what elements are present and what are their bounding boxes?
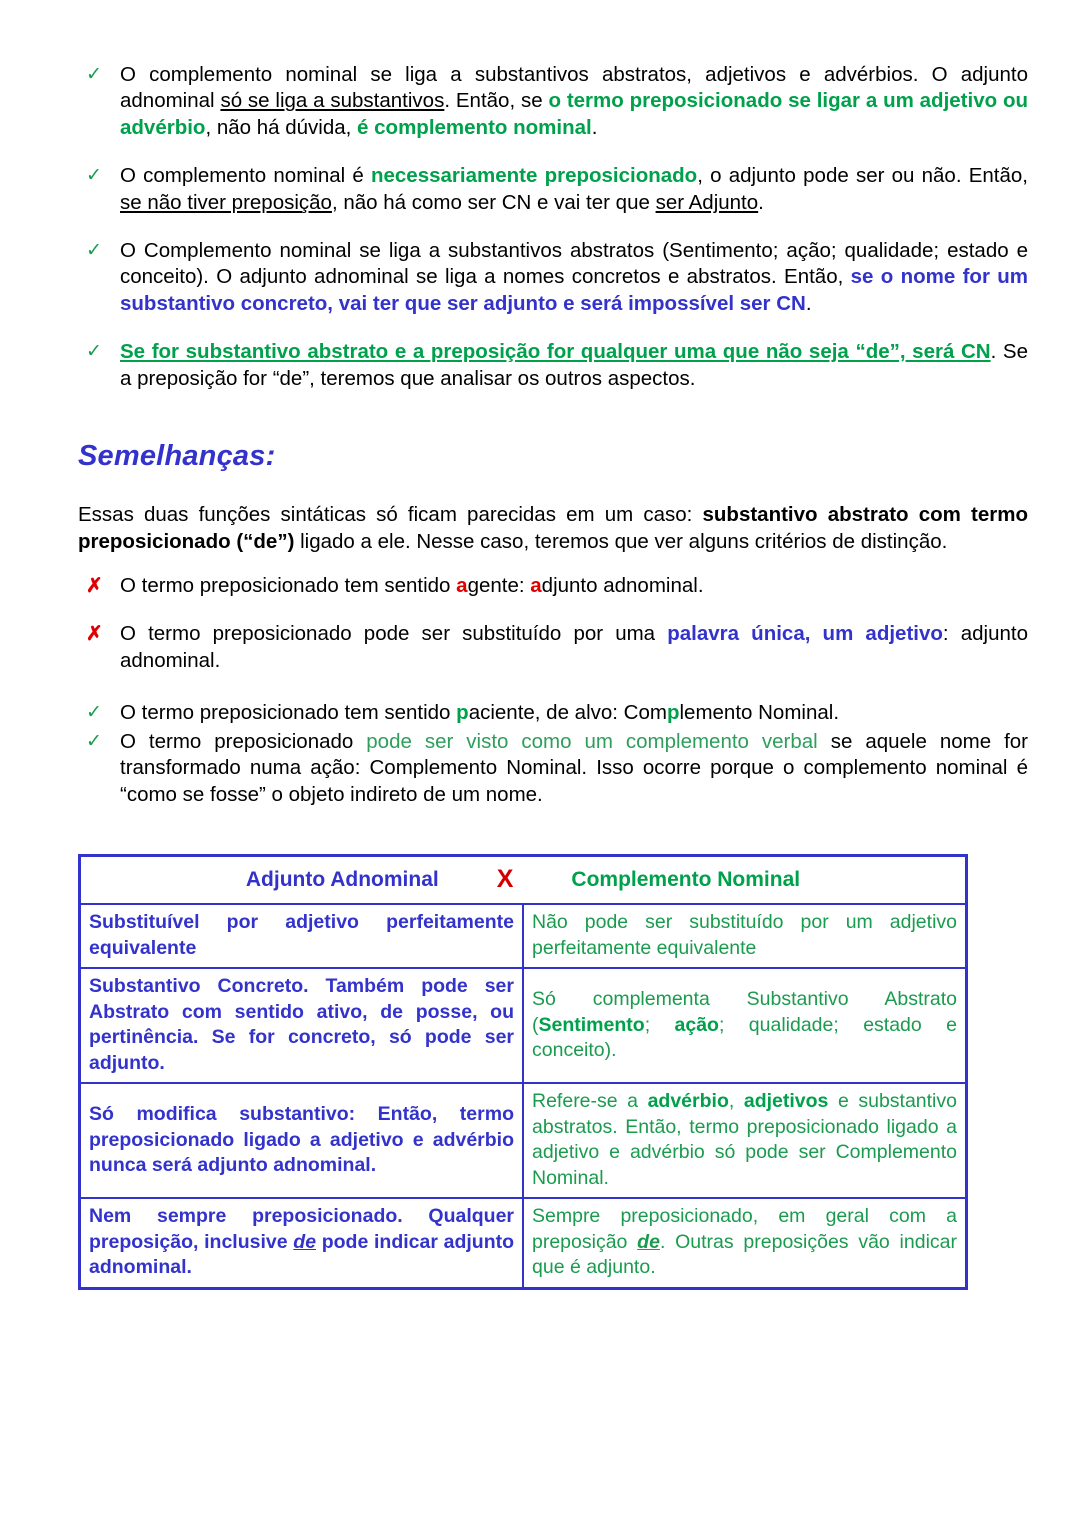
text-span: ligado a ele. Nesse caso, teremos que ver alguns critérios de distinção. (294, 530, 948, 554)
text-span: Não pode ser substituído por um adjetivo perfeitamente equivalente (532, 911, 957, 959)
text-span: substantivo abstrato com termo preposicionado (“de”) (78, 503, 1028, 554)
text-span: se o nome for um substantivo concreto, vai ter que ser adjunto e será impossível ser CN (120, 265, 1028, 315)
text-span: , (728, 1090, 744, 1113)
list-item-text (120, 730, 1028, 806)
text-span: djunto adnominal. (541, 574, 704, 598)
table-cell-complemento (523, 1198, 967, 1288)
text-span: . Então, se (444, 89, 549, 113)
header-complemento-nominal: Complemento Nominal (571, 867, 801, 891)
comparison-table (78, 854, 968, 1290)
text-span: palavra única, um adjetivo (667, 622, 943, 646)
text-span: de (293, 1230, 317, 1253)
spacer (78, 555, 1028, 573)
text-span: Só complementa Substantivo Abstrato ( (532, 988, 957, 1036)
header-x-icon: X (496, 864, 514, 893)
spacer (78, 674, 1028, 700)
check-bullet-list (78, 700, 1028, 808)
text-span: só se liga a substantivos (220, 89, 445, 113)
text-span: p (456, 701, 469, 725)
text-span: . Se a preposição for “de”, teremos que analisar os outros aspectos. (120, 340, 1029, 390)
page-title: Semelhanças: (78, 440, 276, 473)
text-span: adjetivos (743, 1090, 829, 1113)
table-cell-complemento (523, 968, 967, 1083)
text-span: . Outras preposições vão indicar que é adjunto. (532, 1230, 957, 1279)
text-span: Substituível por adjetivo perfeitamente equivalente (89, 911, 514, 959)
text-span: p (666, 701, 680, 725)
list-item-text (120, 701, 839, 724)
text-span: ; (644, 1013, 675, 1036)
text-span: gente: (467, 574, 531, 598)
table-cell-complemento (523, 904, 967, 968)
check-icon: ✓ (86, 64, 102, 85)
text-span: O complemento nominal é (120, 164, 371, 188)
text-span: a (456, 574, 468, 598)
text-span: , não há como ser CN e vai ter que (331, 190, 656, 214)
text-span: O termo preposicionado tem sentido (120, 701, 457, 725)
table-row (80, 1083, 967, 1198)
list-item (78, 573, 1028, 599)
text-span: e substantivo abstratos. Então, termo preposicionado ligado a adjetivo e advérbio só pode ser Complemento Nominal. (532, 1090, 957, 1189)
list-item (78, 62, 1028, 141)
check-icon: ✓ (86, 730, 102, 752)
text-span: ; qualidade; estado e conceito). (532, 1013, 957, 1062)
text-span: aciente, de alvo: Com (468, 701, 667, 725)
text-span: Sentimento (538, 1013, 645, 1036)
table-row (80, 968, 967, 1083)
text-span: de (637, 1230, 660, 1253)
text-span: Refere-se a (532, 1090, 648, 1113)
text-span: , o adjunto pode ser ou não. Então, (697, 164, 1028, 188)
text-span: O Complemento nominal se liga a substantivos abstratos (Sentimento; ação; qualidade; estado e conceito). O adjunto adnominal se liga a nomes concretos e abstratos. Então, (120, 239, 1028, 289)
text-span: : adjunto adnominal. (120, 622, 1028, 672)
header-adjunto-adnominal: Adjunto Adnominal (245, 867, 439, 891)
text-span: O termo preposicionado tem sentido (120, 574, 457, 598)
check-icon: ✓ (86, 240, 102, 262)
text-span: se não tiver preposição (120, 190, 332, 214)
check-icon: ✓ (86, 341, 102, 363)
text-span: O termo preposicionado pode ser substituído por uma (120, 622, 668, 646)
text-span: Sempre preposicionado, em geral com a preposição (532, 1205, 957, 1253)
list-item-text (120, 340, 1028, 389)
text-span: o termo preposicionado se ligar a um adjetivo ou advérbio (120, 89, 1028, 139)
list-item-text (120, 63, 1028, 139)
text-span: Nem sempre preposicionado. Qualquer preposição, inclusive (89, 1205, 514, 1253)
list-item (78, 700, 1028, 726)
text-span: . (805, 291, 812, 315)
list-item-text (120, 622, 1028, 671)
list-item-text (120, 574, 704, 597)
text-span: pode indicar adjunto adnominal. (89, 1230, 515, 1279)
table-cell-adjunto (80, 904, 524, 968)
text-span: O complemento nominal se liga a substantivos abstratos, adjetivos e advérbios. O adjunto adnominal (120, 63, 1028, 113)
list-item (78, 163, 1028, 216)
text-span: se aquele nome for transformado numa ação: Complemento Nominal. Isso ocorre porque o complemento nominal é “como se fosse” o objeto indireto de um nome. (120, 729, 1028, 806)
text-span: Essas duas funções sintáticas só ficam parecidas em um caso: (78, 503, 703, 527)
intro-paragraph (78, 501, 1028, 555)
table-header-cell (80, 855, 967, 904)
table-row (80, 904, 967, 968)
text-span: ser Adjunto (655, 190, 759, 214)
list-item (78, 238, 1028, 317)
table-cell-adjunto (80, 968, 524, 1083)
text-span: Só modifica substantivo: Então, termo preposicionado ligado a adjetivo e advérbio nunca será adjunto adnominal. (89, 1103, 514, 1177)
check-icon: ✓ (86, 702, 102, 724)
text-span: pode ser visto como um complemento verbal (366, 729, 818, 753)
text-span: Substantivo Concreto. Também pode ser Abstrato com sentido ativo, de posse, ou pertinência. Se for concreto, só pode ser adjunto. (89, 975, 514, 1074)
text-span: a (530, 574, 542, 598)
list-item-text (120, 164, 1028, 213)
list-item-text (120, 239, 1028, 315)
text-span: necessariamente preposicionado (370, 164, 698, 188)
list-item (78, 621, 1028, 674)
list-item (78, 339, 1028, 392)
text-span: O termo preposicionado (120, 729, 367, 753)
table-cell-adjunto (80, 1083, 524, 1198)
table-cell-adjunto (80, 1198, 524, 1288)
table-row (80, 1198, 967, 1288)
text-span: . (758, 190, 764, 214)
list-item (78, 729, 1028, 808)
text-span: ação (674, 1013, 719, 1036)
table-cell-complemento (523, 1083, 967, 1198)
text-span: advérbio (647, 1090, 729, 1113)
text-span: lemento Nominal. (679, 701, 840, 725)
text-span: . (591, 115, 598, 139)
text-span: Se for substantivo abstrato e a preposição for qualquer uma que não seja “de”, será CN (120, 340, 991, 364)
text-span: , não há dúvida, (205, 115, 358, 139)
check-icon: ✓ (86, 165, 102, 187)
cross-bullet-list (78, 573, 1028, 674)
cross-icon: ✗ (86, 575, 103, 598)
top-bullet-list (78, 62, 1028, 392)
cross-icon: ✗ (86, 623, 103, 646)
table-header-row (80, 855, 967, 904)
text-span: é complemento nominal (357, 115, 592, 139)
